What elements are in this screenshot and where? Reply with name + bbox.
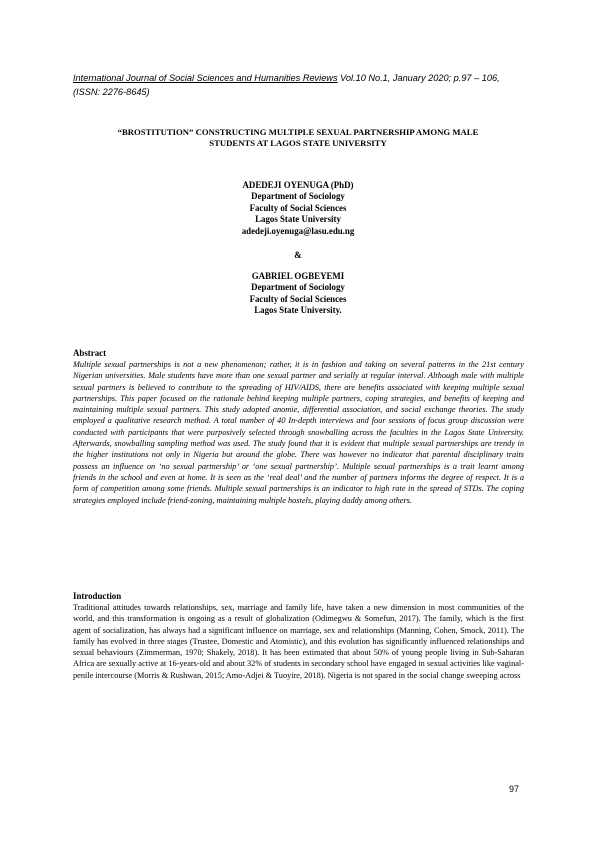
author-2-block: [73, 271, 523, 317]
author-1-email: adedeji.oyenuga@lasu.edu.ng: [241, 225, 355, 236]
author-1-university: Lagos State University: [255, 214, 341, 225]
title-line-1: “BROSTITUTION” CONSTRUCTING MULTIPLE SEXUAL PARTNERSHIP AMONG MALE: [117, 127, 479, 137]
title-line-2: STUDENTS AT LAGOS STATE UNIVERSITY: [209, 138, 387, 148]
author-1-block: [73, 180, 523, 237]
issn: (ISSN: 2276-8645): [73, 87, 150, 97]
author-separator: &: [294, 250, 302, 260]
author-2-name: GABRIEL OGBEYEMI: [251, 271, 345, 281]
abstract-heading: Abstract: [73, 348, 107, 358]
author-2-university: Lagos State University.: [254, 305, 342, 316]
journal-header: [73, 71, 533, 99]
journal-citation-line: [73, 71, 533, 85]
author-1-name: ADEDEJI OYENUGA (PhD): [242, 180, 354, 190]
abstract-text: Multiple sexual partnerships is not a new phenomenon; rather, it is in fashion and taking on several patterns in the 21st century Nigerian universities. Male students have more than one sexual partner and serially at regular interval. Although male with multiple sexual partners is believed to contribute to the spreading of HIV/AIDS, there are benefits associated with keeping multiple sexual partnerships. This paper focused on the rationale behind keeping multiple partners, coping strategies, and benefits of keeping and maintaining multiple sexual partners. This study adopted anomie, differential association, and social exchange theories. The study employed a qualitative research method. A total number of 40 In-depth interviews and four sessions of focus group discussion were conducted with participants that were purposively selected through snowballing across the faculties in the Lagos State University. Afterwards, snowballing sampling method was used. The study found that it is evident that multiple sexual partnerships are trendy in the higher institutions not only in Nigeria but around the globe. There was however no indicator that parental disciplinary traits possess an influence on ‘no sexual partnership’ or ‘one sexual partnership’. Multiple sexual partnerships is a trait learnt among friends in the school and even at home. It is seen as the ‘real deal’ and the number of partners informs the degree of respect. It is a form of competition among some friends. Multiple sexual partnerships is an indicator to high rate in the spread of STDs. The coping strategies employed include friend-zoning, maintaining multiple hostels, playing daddy among others.: [73, 360, 524, 505]
introduction-text: Traditional attitudes towards relationships, sex, marriage and family life, have taken a new dimension in most communities of the world, and this transformation is ongoing as a result of globalization (Odimegwu & Somefun, 2017). The family, which is the first agent of socialization, has always had a significant influence on marriage, sex and relationships (Manning, Cohen, Smock, 2011). The family has evolved in three stages (Trustee, Domestic and Atomistic), and this evolution has significantly influenced relationships and sexual behaviours (Zimmerman, 1970; Shakely, 2018). It has been estimated that about 50% of young people living in Sub-Saharan Africa are sexually active at 16-years-old and about 32% of students in secondary school have engaged in sexual activities like vaginal-penile intercourse (Morris & Rushwan, 2015; Amo-Adjei & Tuoyire, 2018). Nigeria is not spared in the social change sweeping across: [73, 603, 524, 680]
volume-info: Vol.10 No.1, January 2020; p.97 – 106,: [337, 73, 500, 83]
journal-name: International Journal of Social Sciences and Humanities Reviews: [73, 73, 338, 83]
page-number: 97: [509, 784, 520, 794]
author-1-faculty: Faculty of Social Sciences: [249, 202, 347, 213]
author-2-faculty: Faculty of Social Sciences: [249, 293, 347, 304]
paper-title: [73, 127, 523, 149]
author-1-department: Department of Sociology: [251, 191, 345, 202]
author-2-department: Department of Sociology: [251, 282, 345, 293]
introduction-heading: Introduction: [73, 591, 122, 601]
